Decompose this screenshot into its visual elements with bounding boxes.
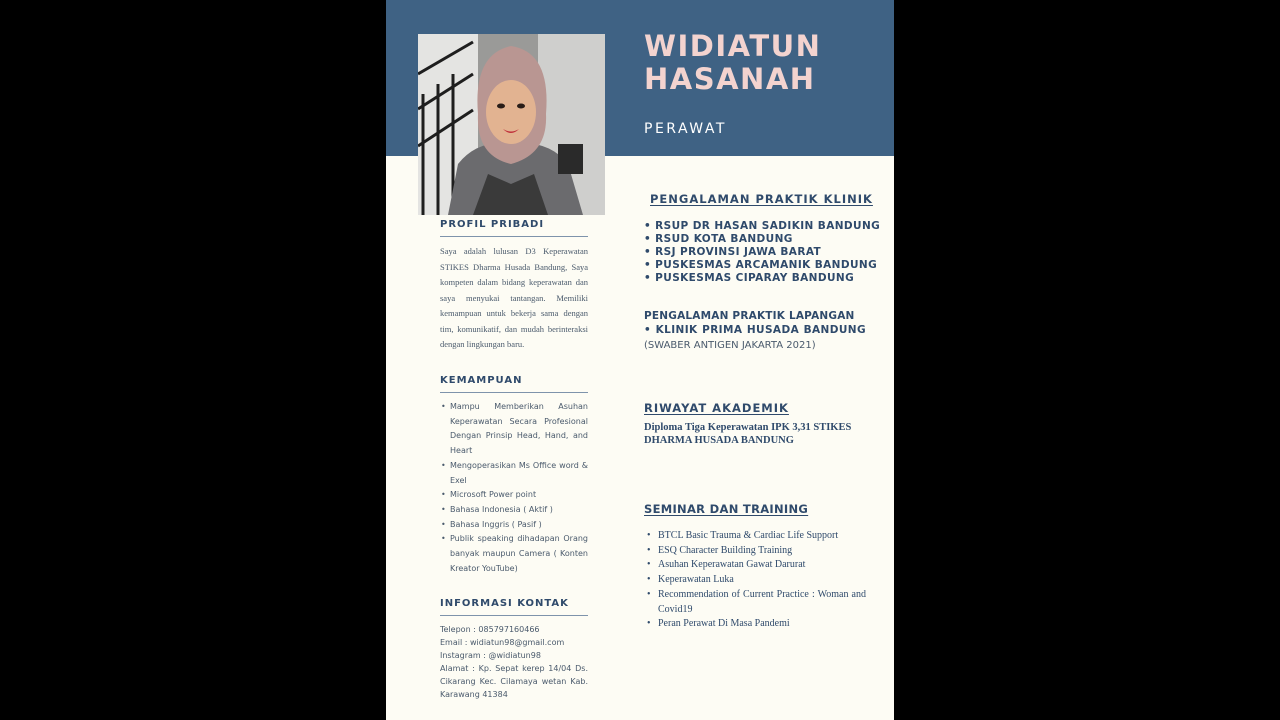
portrait-image (418, 34, 605, 215)
clinical-item: • RSUP DR HASAN SADIKIN BANDUNG (644, 220, 881, 232)
job-title: PERAWAT (644, 121, 727, 137)
seminar-heading: SEMINAR DAN TRAINING (644, 502, 809, 516)
clinical-item: • PUSKESMAS ARCAMANIK BANDUNG (644, 259, 878, 271)
name-line-2: HASANAH (644, 62, 816, 96)
name-line-1: WIDIATUN (644, 29, 822, 63)
clinical-item: • RSJ PROVINSI JAWA BARAT (644, 246, 822, 258)
skills-heading: KEMAMPUAN (440, 375, 588, 393)
contact-phone: Telepon : 085797160466 (440, 625, 540, 634)
skill-item: • Publik speaking dihadapan Orang banyak maupun Camera ( Konten Kreator YouTube) (440, 532, 588, 576)
clinical-item: • PUSKESMAS CIPARAY BANDUNG (644, 272, 855, 284)
profile-text: Saya adalah lulusan D3 Keperawatan STIKES Dharma Husada Bandung, Saya kompeten dalam bidang keperawatan dan saya menyukai tantangan. Memiliki kemampuan untuk bekerja sama dengan tim, komunikatif, dan mudah berinteraksi dengan lingkungan baru. (440, 246, 588, 349)
profile-photo (418, 34, 605, 215)
field-practice-heading: PENGALAMAN PRAKTIK LAPANGAN (644, 310, 855, 322)
academic-heading: RIWAYAT AKADEMIK (644, 401, 789, 415)
seminar-list (644, 529, 866, 632)
contact-heading: INFORMASI KONTAK (440, 598, 588, 616)
seminar-item: • Asuhan Keperawatan Gawat Darurat (644, 558, 866, 573)
bullet: • (644, 324, 652, 336)
seminar-item: • Peran Perawat Di Masa Pandemi (644, 617, 866, 632)
skill-item: • Mengoperasikan Ms Office word & Exel (440, 459, 588, 488)
field-practice-note: (SWABER ANTIGEN JAKARTA 2021) (644, 340, 816, 351)
contact-email: Email : widiatun98@gmail.com (440, 638, 565, 647)
field-word: KLINIK (655, 324, 698, 336)
contact-instagram: Instagram : @widiatun98 (440, 651, 541, 660)
skill-item: • Microsoft Power point (440, 488, 588, 503)
clinical-list (644, 220, 880, 285)
seminar-item: • Keperawatan Luka (644, 573, 866, 588)
contact-address: Alamat : Kp. Sepat kerep 14/04 Ds. Cikarang Kec. Cilamaya wetan Kab. Karawang 41384 (440, 664, 588, 699)
field-word: HUSADA (746, 324, 800, 336)
skill-item: • Bahasa Inggris ( Pasif ) (440, 518, 588, 533)
seminar-item: • BTCL Basic Trauma & Cardiac Life Support (644, 529, 866, 544)
field-word: PRIMA (702, 324, 743, 336)
contact-info (440, 623, 588, 701)
academic-text: Diploma Tiga Keperawatan IPK 3,31 STIKES DHARMA HUSADA BANDUNG (644, 422, 852, 446)
skill-item: • Bahasa Indonesia ( Aktif ) (440, 503, 588, 518)
candidate-name (644, 30, 821, 96)
clinical-heading: PENGALAMAN PRAKTIK KLINIK (650, 192, 873, 206)
seminar-item: • Recommendation of Current Practice : Woman and Covid19 (644, 588, 866, 617)
resume-page (386, 0, 894, 720)
profile-heading: PROFIL PRIBADI (440, 219, 588, 237)
field-word: BANDUNG (803, 324, 866, 336)
clinical-item: • RSUD KOTA BANDUNG (644, 233, 793, 245)
skill-item: • Mampu Memberikan Asuhan Keperawatan Secara Profesional Dengan Prinsip Head, Hand, and Heart (440, 400, 588, 459)
seminar-item: • ESQ Character Building Training (644, 544, 866, 559)
field-practice-item (644, 324, 866, 336)
skills-list (440, 400, 588, 576)
